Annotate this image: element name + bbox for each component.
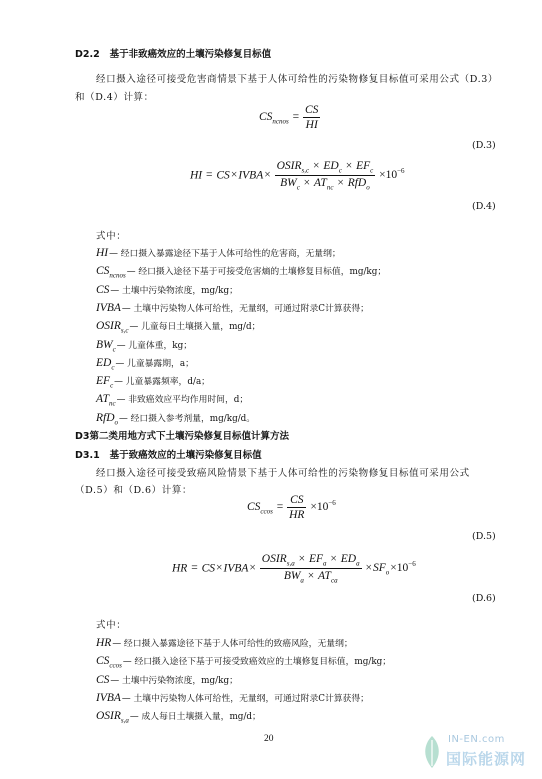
definition-symbol: HR	[96, 637, 112, 649]
definition-item	[96, 319, 260, 334]
definition-symbol: $AT_{nc}$	[96, 393, 116, 408]
definition-symbol: $CS_{ccos}$	[96, 655, 122, 670]
watermark-cn: 国际能源网	[446, 750, 527, 768]
definition-text: — 非致癌效应平均作用时间，d；	[116, 395, 249, 406]
definition-symbol: $EF_c$	[96, 375, 114, 390]
section-title: 第二类用地方式下土壤污染修复目标值计算方法	[89, 431, 290, 442]
definition-text: — 经口摄入参考剂量，mg/kg/d。	[119, 413, 256, 424]
watermark-logo	[420, 732, 532, 772]
equation-label-d4: (D.4)	[472, 201, 496, 212]
definition-symbol: $BW_c$	[96, 338, 116, 353]
definition-item	[96, 301, 369, 314]
equation-d5: $CS_{ccos}$ = $\frac{CS}{HR}$ $\times 10^{-6}$	[247, 494, 336, 521]
definition-text: — 土壤中污染物人体可给性，无量纲，可通过附录C计算获得；	[121, 693, 369, 704]
definition-item	[96, 673, 238, 686]
leaf-icon	[420, 734, 444, 770]
definition-item	[96, 654, 391, 669]
definition-item	[96, 392, 248, 407]
equation-label-d3: (D.3)	[472, 140, 496, 151]
section-number: D3.1	[75, 450, 100, 461]
definition-text: — 儿童暴露期，a；	[115, 358, 194, 369]
definition-text: — 土壤中污染物浓度，mg/kg；	[110, 285, 238, 296]
definition-text: — 经口摄入暴露途径下基于人体可给性的危害商，无量纲；	[109, 249, 341, 259]
definition-symbol: $ED_c$	[96, 356, 115, 372]
definition-symbol: IVBA	[96, 301, 121, 314]
definition-item	[96, 264, 386, 279]
where-label: 式中：	[96, 231, 127, 242]
intro-paragraph-line2: 和（D.4）计算：	[75, 92, 154, 103]
definition-text: — 成人每日土壤摄入量，mg/d；	[129, 712, 261, 723]
section-title: 基于致癌效应的土壤污染修复目标值	[109, 450, 262, 461]
section-heading-d3	[75, 428, 289, 442]
definition-text: — 儿童每日土壤摄入量，mg/d；	[129, 322, 261, 333]
definition-item	[96, 636, 353, 649]
definition-text: — 儿童体重，kg；	[116, 340, 193, 351]
definition-text: — 经口摄入途径下基于可接受致癌效应的土壤修复目标值，mg/kg；	[122, 657, 392, 668]
definition-item	[96, 709, 261, 724]
equation-d6: HR = CS×IVBA× $\frac{OSIR_{s,a} \times EF_a \times ED_a}{BW_a \times AT_{ca}}$ $\times SF_o\times 10^{-6}$	[172, 553, 416, 585]
section-number: D3	[75, 431, 90, 442]
definition-symbol: $OSIR_{s,a}$	[96, 710, 129, 725]
intro-paragraph-line1: 经口摄入途径可接受危害商情景下基于人体可给性的污染物修复目标值可采用公式（D.3）	[96, 74, 498, 85]
definition-text: — 经口摄入暴露途径下基于人体可给性的致癌风险，无量纲；	[112, 639, 353, 649]
definition-text: — 土壤中污染物人体可给性，无量纲，可通过附录C计算获得；	[121, 303, 369, 314]
where-label-2: 式中：	[96, 620, 127, 631]
equation-label-d5: (D.5)	[472, 531, 496, 542]
definition-text: — 土壤中污染物浓度，mg/kg；	[110, 675, 238, 686]
watermark-en: IN-EN.com	[448, 734, 505, 745]
definition-symbol: RfD$_o$	[96, 411, 119, 426]
definition-symbol: $CS_{ncnos}$	[96, 265, 126, 280]
definition-item	[96, 246, 341, 259]
section-heading-d2-2	[75, 46, 271, 60]
definition-symbol: CS	[96, 283, 110, 296]
section-heading-d3-1	[75, 447, 262, 461]
definition-symbol: HI	[96, 247, 109, 259]
section-number: D2.2	[75, 49, 100, 60]
definition-text: — 儿童暴露频率，d/a；	[114, 377, 210, 388]
definition-item	[96, 691, 369, 704]
equation-d3: $CS_{ncnos}$ = $\frac{CS}{HI}$	[259, 104, 319, 131]
definition-symbol: CS	[96, 673, 110, 686]
definition-text: — 经口摄入途径下基于可接受危害熵的土壤修复目标值，mg/kg；	[126, 267, 387, 278]
equation-d4: HI = CS×IVBA× $\frac{OSIR_{s,c} \times ED_c \times EF_c}{BW_c \times AT_{nc} \times RfD_o}$ $\times 10^{-6}$	[190, 160, 405, 192]
definition-item	[96, 283, 238, 296]
definition-symbol: IVBA	[96, 691, 121, 704]
definition-item	[96, 374, 210, 389]
definition-symbol: $OSIR_{s,c}$	[96, 320, 129, 335]
definition-item	[96, 338, 192, 353]
section-title: 基于非致癌效应的土壤污染修复目标值	[109, 49, 272, 60]
definition-item	[96, 411, 255, 426]
intro2-paragraph-line2: （D.5）和（D.6）计算：	[75, 485, 193, 496]
equation-label-d6: (D.6)	[472, 593, 496, 604]
intro2-paragraph-line1: 经口摄入途径可接受致癌风险情景下基于人体可给性的污染物修复目标值可采用公式	[96, 468, 470, 479]
definition-item	[96, 356, 194, 371]
page-number: 20	[264, 734, 274, 744]
